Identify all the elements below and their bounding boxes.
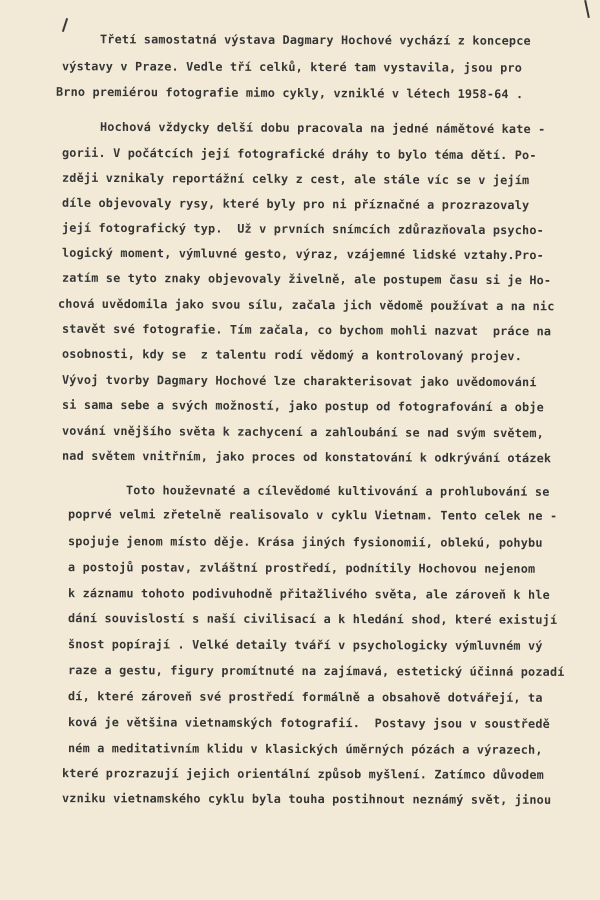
text-line: spojuje jenom místo děje. Krása jiných fysionomií, oblekú, pohybu	[67, 534, 543, 550]
ink-mark	[584, 0, 590, 18]
text-line: Brno premiérou fotografie mimo cykly, vzniklé v létech 1958-64 .	[55, 84, 524, 102]
text-line: výstavy v Praze. Vedle tří celků, které tam vystavila, jsou pro	[61, 59, 523, 75]
text-line: dání souvislostí s naší civilisací a k hledání shod, které existují	[67, 611, 558, 627]
text-line: k záznamu tohoto podivuhodně přitažlivého světa, ale zároveň k hle	[67, 586, 550, 602]
text-line: nad světem vnitřním, jako proces od konstatování k odkrývání otázek	[61, 448, 552, 466]
text-line: a postojů postav, zvláštní prostředí, podnítily Hochovou nejenom	[67, 560, 536, 576]
text-line: stavět své fotografie. Tím začala, co bychom mohli nazvat práce na	[61, 321, 552, 339]
text-line: její fotografický typ. Už v prvních snímcích zdůrazňovala psycho-	[61, 220, 545, 238]
text-line: které prozrazují jejich orientální způsob myšlení. Zatímco důvodem	[61, 766, 544, 782]
text-line: zatím se tyto znaky objevovaly živelně, ale postupem času si je Ho-	[61, 270, 552, 288]
text-line: si sama sebe a svých možností, jako postup od fotografování a obje	[61, 397, 545, 415]
text-line: dí, které zároveň své prostředí formálně a obsahově dotvářejí, ta	[67, 689, 543, 705]
ink-mark	[62, 18, 68, 32]
text-line: osobnosti, kdy se z talentu rodí vědomý a kontrolovaný projev.	[61, 346, 523, 364]
text-line: Hochová vždycky delší dobu pracovala na jedné námětové kate -	[99, 119, 546, 137]
text-line: ková je většina vietnamských fotografií. Postavy jsou v soustředě	[67, 715, 550, 731]
text-line: Toto houževnaté a cílevědomé kultivování a prohlubování se	[125, 483, 550, 499]
text-line: raze a gestu, figury promítnuté na zajímavá, estetický účinná pozadí	[67, 663, 565, 679]
text-line: šnost popírají . Velké detaily tváří v psychologicky výmluvném vý	[67, 637, 543, 653]
text-line: Vývoj tvorby Dagmary Hochové lze charakterisovat jako uvědomování	[61, 372, 537, 390]
text-line: díle objevovaly rysy, které byly pro ni příznačné a prozrazovaly	[61, 195, 530, 213]
text-line: vzniku vietnamského cyklu byla touha postihnout neznámý svět, jinou	[61, 791, 552, 807]
text-line: logický moment, výmluvné gesto, výraz, vzájemné lidské vztahy.Pro-	[61, 245, 545, 263]
text-line: Třetí samostatná výstava Dagmary Hochové vychází z koncepce	[99, 32, 531, 48]
text-line: vování vnějšího světa k zachycení a zahloubání se nad svým světem,	[61, 423, 545, 441]
text-line: zději vznikaly reportážní celky z cest, ale stále víc se v jejím	[61, 170, 530, 188]
text-line: chová uvědomila jako svou sílu, začala jich vědomě používat a na nic	[57, 296, 555, 314]
text-line: poprvé velmi zřetelně realisovalo v cyklu Vietnam. Tento celek ne -	[67, 507, 558, 523]
text-line: gorii. V počátcích její fotografické dráhy to bylo téma dětí. Po-	[61, 145, 537, 163]
text-line: ném a meditativním klidu v klasických úměrných pózách a výrazech,	[67, 741, 543, 757]
